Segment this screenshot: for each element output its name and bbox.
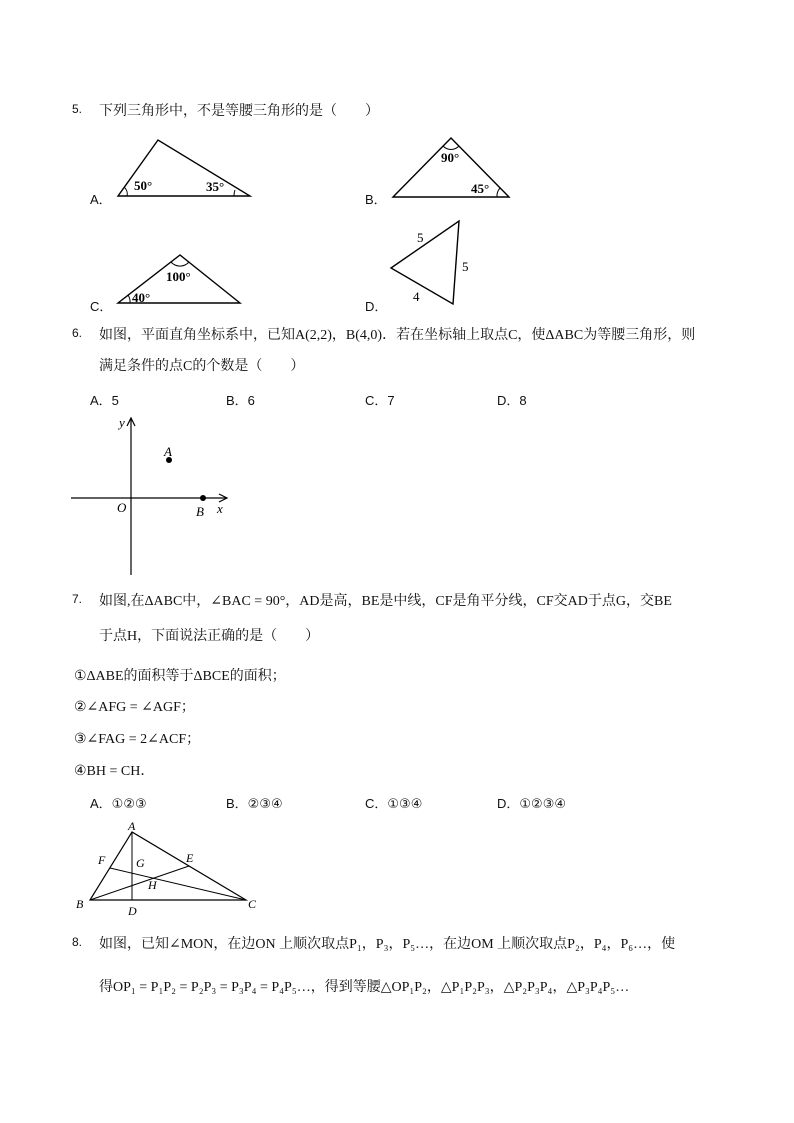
- q7-label-b: B: [76, 897, 84, 911]
- q5-number: 5.: [72, 102, 83, 116]
- q8-number: 8.: [72, 935, 83, 949]
- q7-statement-4: ④BH = CH．: [74, 764, 155, 779]
- q6-stem-line1: 如图，平面直角坐标系中，已知A(2,2)，B(4,0)．若在坐标轴上取点C，使ΔABC为等腰三角形，则: [99, 328, 696, 343]
- q5-d-side-right: 5: [462, 259, 469, 274]
- q5-stem: 下列三角形中，不是等腰三角形的是（ ）: [99, 104, 379, 119]
- q7-stem-line2: 于点H，下面说法正确的是（ ）: [99, 629, 320, 644]
- q7-number: 7.: [72, 592, 83, 606]
- q7-statement-2: ②∠AFG = ∠AGF；: [74, 700, 195, 715]
- q7-option-b: B．②③④: [226, 796, 283, 811]
- q7-statement-1: ①ΔABE的面积等于ΔBCE的面积；: [74, 669, 286, 684]
- q7-label-d: D: [128, 904, 137, 918]
- q5-a-angle-50: 50°: [134, 178, 153, 193]
- q7-option-c: C．①③④: [365, 796, 423, 811]
- q7-stem-line1: 如图,在ΔABC中，∠BAC = 90°，AD是高，BE是中线，CF是角平分线，CF交AD于点G，交BE: [99, 594, 672, 609]
- q5-triangle-d: [385, 215, 485, 310]
- q6-option-d: D．8: [497, 393, 527, 408]
- q5-a-angle-35: 35°: [206, 179, 225, 194]
- q7-label-e: E: [186, 851, 194, 865]
- q8-stem-line2: 得OP₁ = P₁P₂ = P₂P₃ = P₃P₄ = P₄P₅…，得到等腰△OP₁P₂，△P₁P₂P₃，△P₂P₃P₄，△P₃P₄P₅…: [99, 980, 630, 995]
- q7-label-c: C: [248, 897, 257, 911]
- q6-point-b-label: B: [196, 504, 204, 519]
- q5-c-angle-40: 40°: [132, 290, 151, 305]
- q6-stem-line2: 满足条件的点C的个数是（ ）: [99, 359, 305, 374]
- q6-x-axis-label: x: [217, 501, 223, 516]
- q5-b-angle-90: 90°: [441, 150, 460, 165]
- q6-option-c: C．7: [365, 393, 395, 408]
- q7-label-a: A: [128, 819, 136, 833]
- q7-label-h: H: [148, 878, 157, 892]
- q6-option-a: A．5: [90, 393, 119, 408]
- q5-option-a-letter: A．: [90, 192, 112, 207]
- q7-option-a: A．①②③: [90, 796, 147, 811]
- q5-c-angle-100: 100°: [166, 269, 191, 284]
- q5-option-b-letter: B．: [365, 192, 387, 207]
- q5-triangle-c: [110, 248, 250, 310]
- q6-number: 6.: [72, 326, 83, 340]
- q6-y-axis-label: y: [119, 415, 125, 430]
- q5-d-side-bottom: 4: [413, 289, 420, 304]
- q7-option-d: D．①②③④: [497, 796, 567, 811]
- q5-d-side-top: 5: [417, 230, 424, 245]
- q5-triangle-b: [385, 130, 520, 205]
- q5-b-angle-45: 45°: [471, 181, 490, 196]
- q5-option-c-letter: C．: [90, 299, 113, 314]
- q6-point-a-label: A: [164, 444, 172, 459]
- q5-option-d-letter: D．: [365, 299, 388, 314]
- q6-option-b: B．6: [226, 393, 255, 408]
- q7-triangle-figure: [70, 818, 270, 918]
- q7-label-g: G: [136, 856, 145, 870]
- q5-triangle-a: [110, 130, 260, 205]
- q7-statement-3: ③∠FAG = 2∠ACF；: [74, 732, 201, 747]
- q6-origin-label: O: [117, 500, 127, 515]
- q6-coordinate-figure: [65, 410, 240, 580]
- q7-label-f: F: [98, 853, 106, 867]
- q8-stem-line1: 如图，已知∠MON，在边ON 上顺次取点P₁，P₃，P₅…，在边OM 上顺次取点P₂，P₄，P₆…，使: [99, 937, 676, 952]
